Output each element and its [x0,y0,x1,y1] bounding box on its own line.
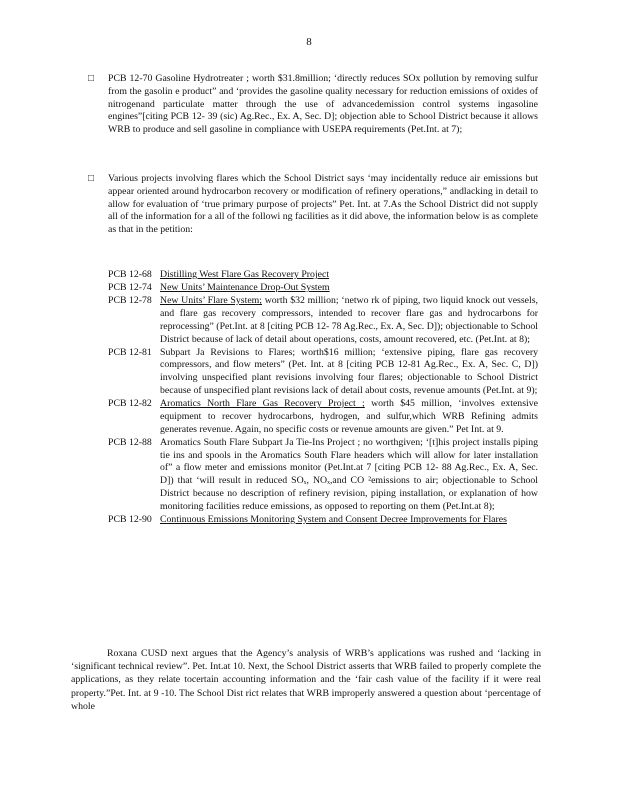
project-title: New Units’ Flare System; [160,295,263,307]
list-item [108,514,538,527]
list-item [108,347,538,398]
pcb-number: PCB 12-90 [108,513,152,525]
bullet-box-icon: □ [88,73,95,84]
bullet-box-icon: □ [88,173,95,184]
closing-paragraph [71,647,541,713]
list-item [108,282,538,295]
list-item [108,398,538,436]
project-description: Subpart Ja Revisions to Flares; worth$16 million; ‘extensive piping, flare gas recovery compressors, and flow meters” (Pet. Int. at 8 [citing PCB 12-81 Ag.Rec., Ex. A, Sec. C, D]) involving unspecified plant revisions involving four flares; objectionable to School District because of unspecified plant revisions lack of detail about costs, revenue amounts (Pet.Int. at 9); [160,346,538,397]
project-description: worth $45 million, ‘involves extensive equipment to recover hydrocarbons, hydrogen, and sulfur,which WRB Refining admits generates revenue. Again, no specific costs or revenue amounts are given.” Pet Int. at 9. [160,398,538,435]
pcb-number: PCB 12-68 [108,269,152,280]
project-title: Continuous Emissions Monitoring System and Consent Decree Improvements for Flares [160,513,507,525]
pcb-number: PCB 12-81 [108,346,152,358]
project-description: Aromatics South Flare Subpart Ja Tie-Ins Project ; no worthgiven; ‘[t]his project installs piping tie ins and spools in the Aromatics South Flare headers which will allow for later installation of” a flow meter and emissions monitor (Pet.Int.at 7 [citing PCB 12- 88 Ag.Rec., Ex. A, Sec. D]) that ‘will result in reduced SOₓ, NOₓ,and CO ²emissions to air; objectionable to School District because no description of refinery revision, piping installation, or explanation of how monitoring facilities reduce emissions, as opposed to reporting on them (Pet.Int.at 8); [160,436,538,512]
project-title: Aromatics North Flare Gas Recovery Project ; [160,398,365,410]
pcb-number: PCB 12-88 [108,436,152,448]
list-item [108,295,538,346]
list-item [108,437,538,514]
page-number: 8 [306,36,312,48]
project-title: Distilling West Flare Gas Recovery Project [160,269,330,280]
pcb-number: PCB 12-74 [108,282,152,294]
project-description: worth $32 million; ‘netwo rk of piping, two liquid knock out vessels, and flare gas recovery compressors, intended to recover flare gas and hydrocarbons for reprocessing” (Pet.Int. at 8 [citing PCB 12- 78 Ag.Rec., Ex. A, Sec. D]); objectionable to School District because of lack of detail about operations, costs, amount recovered, etc. (Pet.Int. at 8); [160,295,539,345]
bullet-text: PCB 12-70 Gasoline Hydrotreater ; worth $31.8million; ‘directly reduces SOx pollution by removing sulfur from the gasolin e product” and ‘provides the gasoline quality necessary for reduction emissions of oxides of nitrogenand particulate matter through the use of advancedemission control systems ingasoline engines”[citing PCB 12- 39 (sic) Ag.Rec., Ex. A, Sec. D]; objection able to School District because it allows WRB to produce and sell gasoline in compliance with USEPA requirements (Pet.Int. at 7); [108,73,538,136]
closing-paragraph-text: Roxana CUSD next argues that the Agency’s analysis of WRB’s applications was rushed and ‘lacking in ‘significant technical review”. Pet. Int.at 10. Next, the School District asserts that WRB failed to properly complete the applications, as they relate tocertain accounting information and the ‘fair cash value of the facility if it were real property.”Pet. Int. at 9 -10. The School Dist rict relates that WRB improperly answered a question about ‘percentage of whole [71,648,541,712]
pcb-number: PCB 12-78 [108,295,152,307]
pcb-number: PCB 12-82 [108,398,152,410]
bullet-text: Various projects involving flares which the School District says ‘may incidentally reduce air emissions but appear oriented around hydrocarbon recovery or modification of refinery operations,” andlacking in detail to allow for evaluation of ‘true primary purpose of projects” Pet. Int. at 7.As the School District did not supply all of the information for a all of the followi ng facilities as it did above, the information below is as complete as that in the petition: [108,173,538,236]
list-item [108,269,538,282]
pcb-project-list [108,269,538,527]
project-title: New Units’ Maintenance Drop-Out System [160,282,330,294]
